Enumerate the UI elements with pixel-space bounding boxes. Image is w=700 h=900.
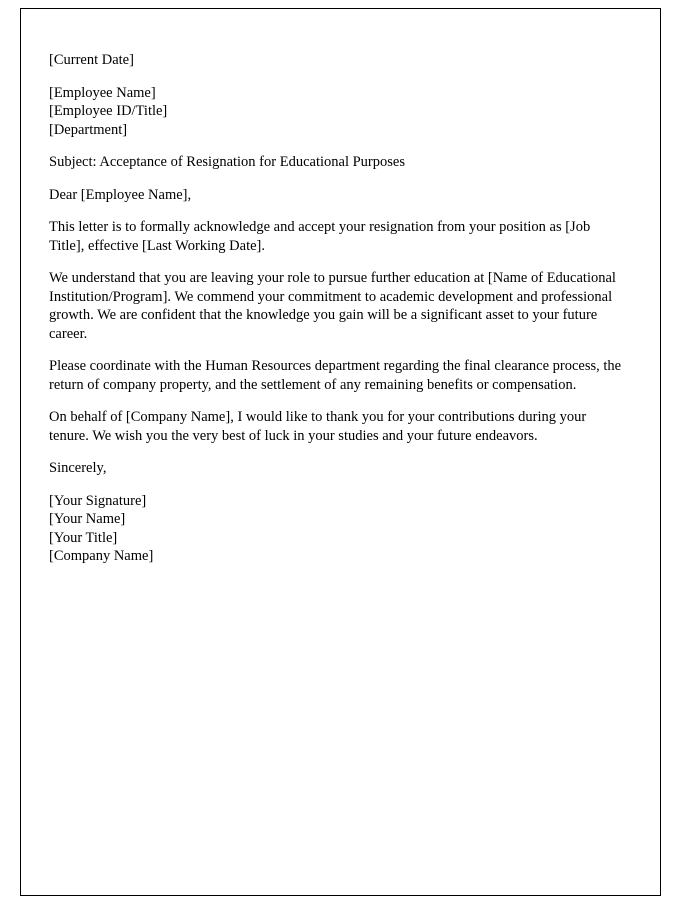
signature-placeholder: [Your Signature] bbox=[49, 492, 147, 509]
recipient-department: [Department] bbox=[49, 121, 128, 138]
sender-company: [Company Name] bbox=[49, 548, 154, 564]
closing: Sincerely, bbox=[49, 460, 107, 476]
paragraph-3: Please coordinate with the Human Resources department regarding the final clearance process, the return of company property, and the settlement of any remaining benefits or compensation. bbox=[49, 358, 622, 393]
salutation: Dear [Employee Name], bbox=[49, 186, 192, 203]
sender-title: [Your Title] bbox=[49, 529, 118, 546]
recipient-id-title: [Employee ID/Title] bbox=[49, 103, 168, 119]
recipient-name: [Employee Name] bbox=[49, 84, 156, 101]
paragraph-2: We understand that you are leaving your role to pursue further education at [Name of Educational Institution/Program]. We commend your commitment to academic development and professional growth. We are confident that the knowledge you gain will be a significant asset to your future career. bbox=[49, 270, 616, 342]
paragraph-4: On behalf of [Company Name], I would like to thank you for your contributions during your tenure. We wish you the very best of luck in your studies and your future endeavors. bbox=[49, 409, 587, 444]
signature-block bbox=[49, 492, 622, 566]
letter-body bbox=[21, 9, 660, 566]
recipient-block bbox=[49, 84, 622, 140]
letter-date: [Current Date] bbox=[49, 52, 134, 68]
sender-name: [Your Name] bbox=[49, 511, 126, 527]
paragraph-1: This letter is to formally acknowledge and accept your resignation from your position as [Job Title], effective [Last Working Date]. bbox=[49, 219, 591, 254]
letter-page bbox=[20, 8, 661, 896]
subject-line: Subject: Acceptance of Resignation for Educational Purposes bbox=[49, 154, 405, 170]
